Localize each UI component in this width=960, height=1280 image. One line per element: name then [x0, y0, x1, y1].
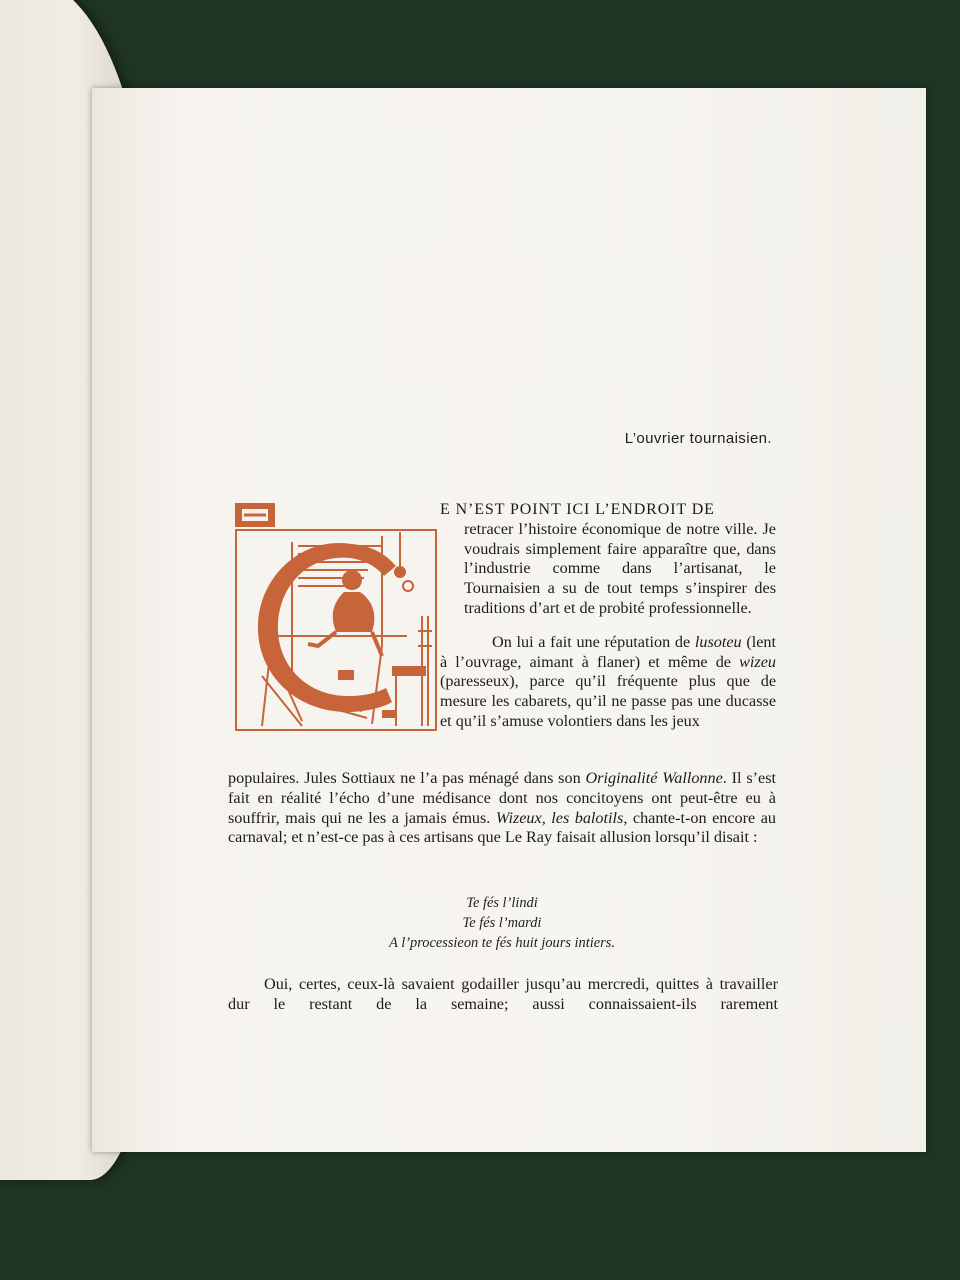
para2-text-1: On lui a fait une réputation de — [492, 632, 695, 651]
paragraph-3-text: Oui, certes, ceux-là savaient godailler jusqu’au mercredi, quittes à travailler dur le restant de la semaine; aussi connaissaient-ils rarement — [228, 975, 778, 1013]
chapter-heading: L’ouvrier tournaisien. — [624, 430, 772, 447]
para2-text-3: (paresseux), parce qu’il fréquente plus que de mesure les cabarets, qu’il ne passe pas une ducasse et qu’il s’amuse volontiers dans les jeux — [440, 672, 776, 730]
poem-line: A l’processieon te fés huit jours intiers. — [389, 935, 615, 951]
para2-text-2: (lent à l’ouvrage, aimant à flaner) et même de — [440, 632, 776, 671]
paragraph-2-start — [440, 633, 776, 732]
para2-song-quote: Wizeux, les balotils — [495, 808, 624, 827]
para2-text-6: , chante-t-on encore au carnaval; et n’est-ce pas à ces artisans que Le Ray faisait allusion lorsqu’il disait : — [228, 808, 777, 847]
paragraph-1-body: retracer l’histoire économique de notre ville. Je voudrais simplement faire apparaître que, dans l’industrie comme dans l’artisanat, le Tournaisien a su de tout temps s’inspirer des traditions d’art et de probité professionnelle. — [464, 519, 776, 617]
paragraph-3 — [228, 975, 778, 1015]
drop-cap-illustration — [232, 496, 438, 732]
para2-text-5: . Il s’est fait en réalité l’écho d’une médisance dont nos concitoyens ont peut-être eu à souffrir, mais qui ne les a jamais émus. — [228, 769, 777, 827]
para2-text-4: populaires. Jules Sottiaux ne l’a pas ménagé dans son — [228, 769, 586, 787]
paragraph-2-continued — [228, 769, 776, 848]
poem-line: Te fés l’lindi — [466, 895, 538, 911]
paragraph-1-first-line: E N’EST POINT ICI L’ENDROIT DE — [440, 501, 715, 518]
para2-term-wizeu: wizeu — [739, 652, 776, 671]
drop-cap-letter: C — [292, 526, 293, 527]
poem-quote — [228, 893, 776, 953]
paragraph-1 — [440, 500, 776, 732]
poem-line: Te fés l’mardi — [462, 915, 542, 931]
para2-term-lusoteu: lusoteu — [694, 632, 742, 651]
para2-book-title: Originalité Wallonne — [585, 769, 723, 787]
